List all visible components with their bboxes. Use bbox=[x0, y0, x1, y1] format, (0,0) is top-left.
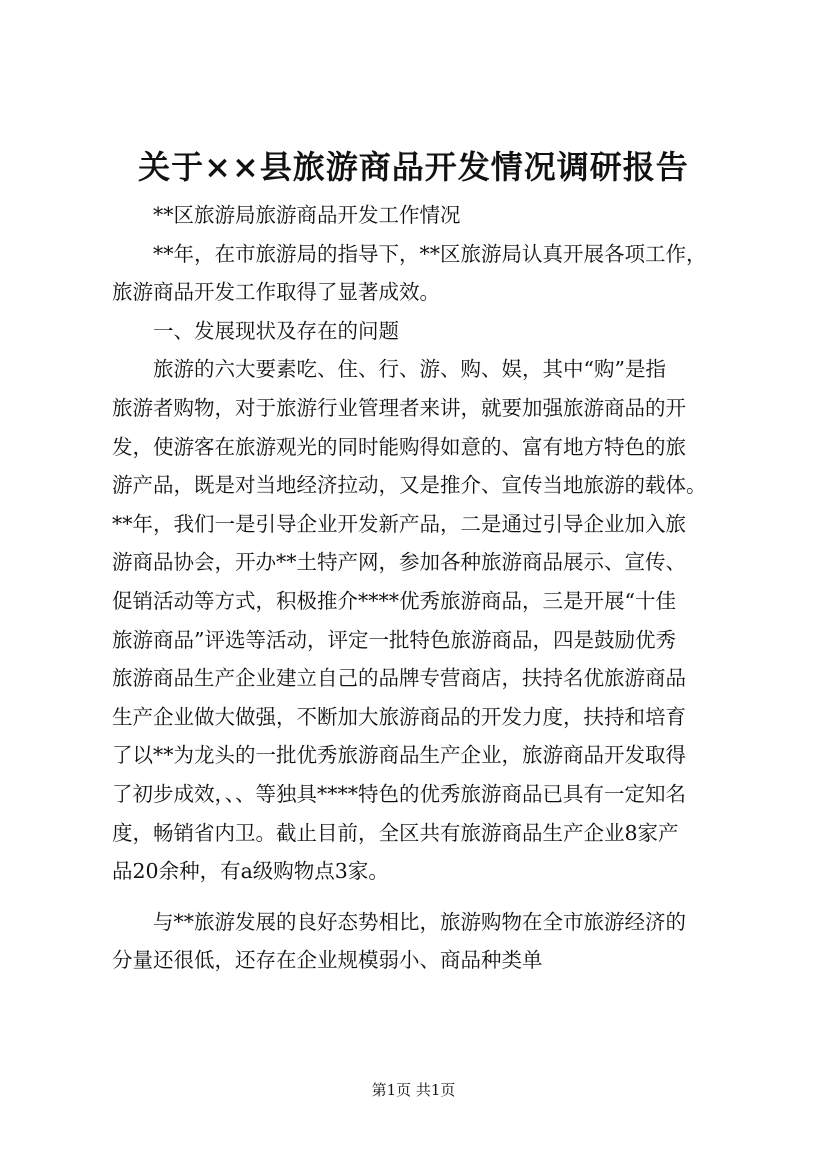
page-footer: 第1页 共1页 bbox=[371, 1081, 456, 1099]
paragraph-line: 游商品协会，开办**土特产网，参加各种旅游商品展示、宣传、 bbox=[112, 550, 686, 575]
paragraph-line: 促销活动等方式，积极推介****优秀旅游商品，三是开展“十佳 bbox=[112, 588, 676, 613]
paragraph-line: 旅游者购物，对于旅游行业管理者来讲，就要加强旅游商品的开 bbox=[112, 395, 686, 420]
paragraph-line: 旅游的六大要素吃、住、行、游、购、娱，其中“购”是指 bbox=[112, 357, 666, 382]
paragraph-line: 了以**为龙头的一批优秀旅游商品生产企业，旅游商品开发取得 bbox=[112, 743, 686, 768]
paragraph-line: 旅游商品”评选等活动，评定一批特色旅游商品，四是鼓励优秀 bbox=[112, 627, 676, 652]
paragraph-line: 旅游商品开发工作取得了显著成效。 bbox=[112, 280, 440, 305]
paragraph-line: 旅游商品生产企业建立自己的品牌专营商店，扶持名优旅游商品 bbox=[112, 666, 686, 691]
document-body bbox=[112, 196, 742, 980]
section-heading: 一、发展现状及存在的问题 bbox=[112, 318, 399, 343]
paragraph-line: 生产企业做大做强，不断加大旅游商品的开发力度，扶持和培育 bbox=[112, 704, 686, 729]
paragraph-line: **区旅游局旅游商品开发工作情况 bbox=[112, 203, 461, 227]
paragraph-line: 发，使游客在旅游观光的同时能购得如意的、富有地方特色的旅 bbox=[112, 434, 686, 459]
paragraph-gap bbox=[112, 891, 742, 903]
paragraph-line: **年，我们一是引导企业开发新产品，二是通过引导企业加入旅 bbox=[112, 511, 686, 536]
paragraph-line: 了初步成效，、、等独具****特色的优秀旅游商品已具有一定知名 bbox=[112, 781, 686, 806]
paragraph-line: 分量还很低，还存在企业规模弱小、商品种类单 bbox=[112, 948, 543, 973]
document-title: 关于××县旅游商品开发情况调研报告 bbox=[138, 148, 689, 186]
paragraph-line: 游产品，既是对当地经济拉动，又是推介、宣传当地旅游的载体。 bbox=[112, 473, 707, 498]
paragraph-line: 度，畅销省内卫。截止目前，全区共有旅游商品生产企业8家产 bbox=[112, 820, 679, 845]
paragraph-line: 与**旅游发展的良好态势相比，旅游购物在全市旅游经济的 bbox=[112, 909, 686, 934]
paragraph-line: 品20余种，有a级购物点3家。 bbox=[112, 859, 389, 884]
paragraph-line: **年，在市旅游局的指导下，**区旅游局认真开展各项工作， bbox=[112, 241, 707, 266]
